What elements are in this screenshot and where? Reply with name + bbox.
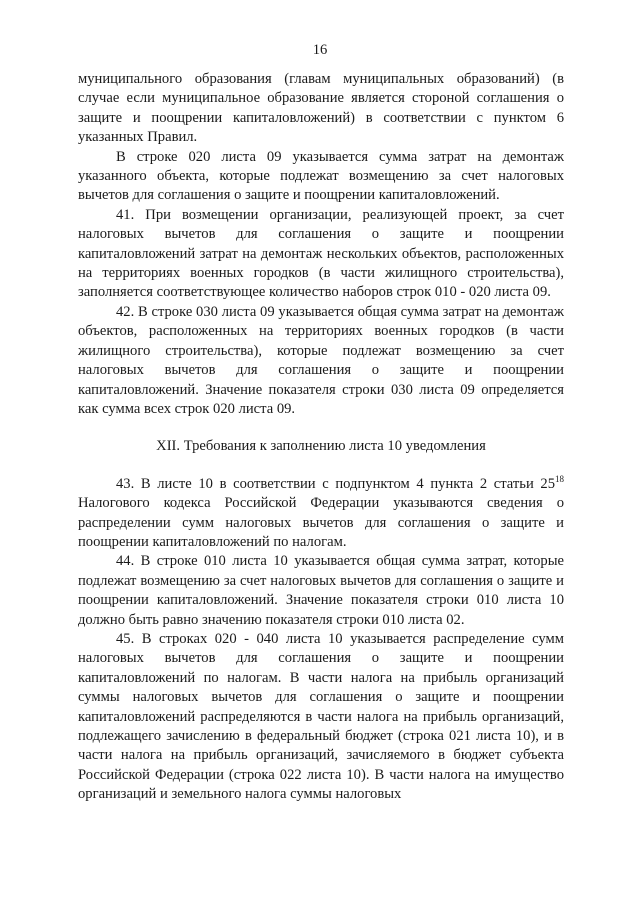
- document-body: [78, 70, 564, 805]
- paragraph-item-43: [78, 475, 564, 553]
- item-43-text-end: Налогового кодекса Российской Федерации указываются сведения о распределении сумм налоговых вычетов для соглашения о защите и поощрении капиталовложений по налогам.: [78, 495, 564, 550]
- paragraph-item-44: 44. В строке 010 листа 10 указывается общая сумма затрат, которые подлежат возмещению за счет налоговых вычетов для соглашения о защите и поощрении капиталовложений. Значение показателя строки 010 листа 10 должно быть равно значению показателя строки 010 листа 02.: [78, 553, 564, 628]
- section-heading: XII. Требования к заполнению листа 10 уведомления: [156, 438, 486, 455]
- paragraph-continuation: муниципального образования (главам муниципальных образований) (в случае если муниципальное образование является стороной соглашения о защите и поощрении капиталовложений) в соответствии с пунктом 6 указанных Правил.: [78, 71, 564, 146]
- footnote-reference: 18: [555, 473, 564, 484]
- item-43-text-start: 43. В листе 10 в соответствии с подпунктом 4 пункта 2 статьи 25: [116, 475, 555, 492]
- paragraph-line-020-sheet-09: В строке 020 листа 09 указывается сумма затрат на демонтаж указанного объекта, которые подлежат возмещению за счет налоговых вычетов для соглашения о защите и поощрении капиталовложений.: [78, 148, 564, 204]
- paragraph-item-42: 42. В строке 030 листа 09 указывается общая сумма затрат на демонтаж объектов, расположенных на территориях военных городков (в части жилищного строительства), которые подлежат возмещению за счет налоговых вычетов для соглашения о защите и поощрении капиталовложений. Значение показателя строки 030 листа 09 определяется как сумма всех строк 020 листа 09.: [78, 303, 564, 417]
- page-number: 16: [312, 42, 328, 58]
- paragraph-item-45: 45. В строках 020 - 040 листа 10 указывается распределение сумм налоговых вычетов для соглашения о защите и поощрении капиталовложений по налогам. В части налога на прибыль организаций суммы налоговых вычетов для соглашения о защите и поощрении капиталовложений распределяются в части налога на прибыль организаций, подлежащего зачислению в федеральный бюджет (строка 021 листа 10), и в части налога на прибыль организаций, зачисляемого в бюджет субъекта Российской Федерации (строка 022 листа 10). В части налога на имущество организаций и земельного налога суммы налоговых: [78, 630, 564, 803]
- paragraph-item-41: 41. При возмещении организации, реализующей проект, за счет налоговых вычетов для соглашения о защите и поощрении капиталовложений затрат на демонтаж нескольких объектов, расположенных на территориях военных городков (в части жилищного строительства), заполняется соответствующее количество наборов строк 010 - 020 листа 09.: [78, 206, 564, 301]
